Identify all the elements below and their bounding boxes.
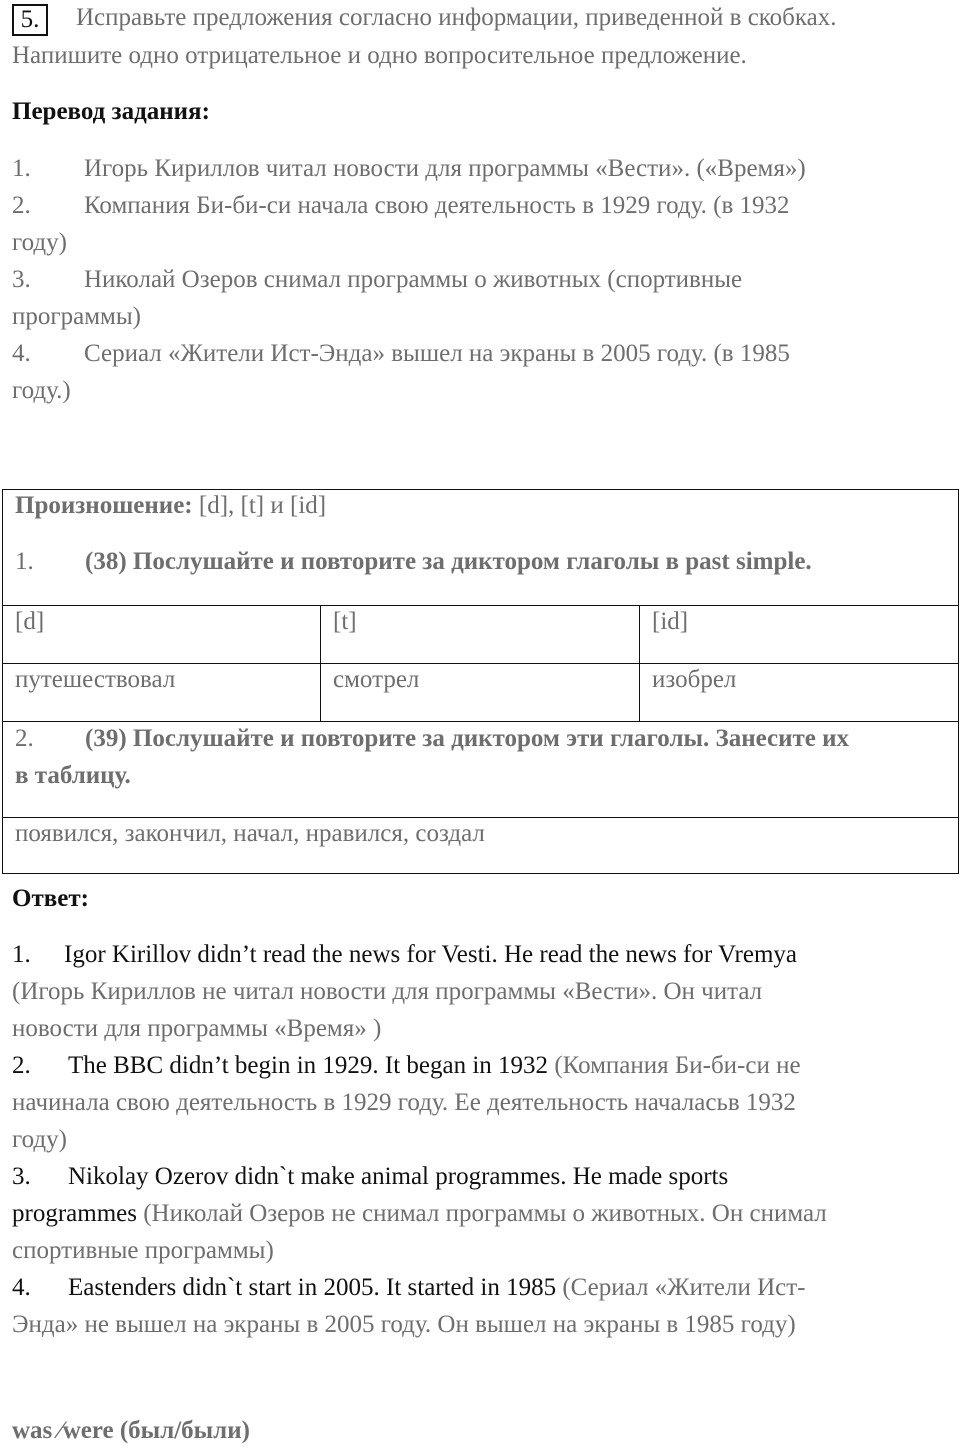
answer-item-1-translation: (Игорь Кириллов не читал новости для программы «Вести». Он читал (12, 978, 763, 1005)
answer-item-3-num: 3. (12, 1163, 31, 1190)
translation-item-1: Игорь Кириллов читал новости для программы «Вести». («Время») (84, 155, 806, 182)
column-header-t: [t] (321, 606, 640, 664)
answer-item-2-translation: (Компания Би-би-си не (548, 1052, 801, 1079)
pronunciation-table (2, 489, 959, 874)
exercise-2-num: 2. (15, 725, 34, 752)
pronunciation-header-cell (3, 490, 959, 606)
translation-item-2: Компания Би-би-си начала свою деятельность в 1929 году. (в 1932 (84, 192, 790, 219)
exercise-1-num: 1. (15, 548, 34, 575)
pronunciation-heading-sounds: [d], [t] и [id] (192, 492, 327, 519)
pronunciation-heading (15, 492, 326, 520)
answer-item-4-translation: (Сериал «Жители Ист- (556, 1274, 806, 1301)
translation-item-1-num: 1. (12, 155, 31, 182)
answer-item-1-translation-cont: новости для программы «Время» ) (12, 1015, 382, 1042)
table-cell: изобрел (640, 664, 959, 722)
translation-item-4: Сериал «Жители Ист-Энда» вышел на экраны в 2005 году. (в 1985 (84, 340, 790, 367)
table-cell: смотрел (321, 664, 640, 722)
translation-item-2-num: 2. (12, 192, 31, 219)
exercise-1-instruction: (38) Послушайте и повторите за диктором глаголы в past simple. (85, 548, 812, 575)
answer-item-1-num: 1. (12, 941, 31, 968)
task-instruction-line2: Напишите одно отрицательное и одно вопросительное предложение. (12, 42, 747, 69)
task-instruction: Исправьте предложения согласно информации, приведенной в скобках. (76, 4, 837, 31)
answer-item-3-translation-cont: спортивные программы) (12, 1237, 274, 1264)
exercise-2-instruction: (39) Послушайте и повторите за диктором эти глаголы. Занесите их (85, 725, 850, 752)
answer-item-4-num: 4. (12, 1274, 31, 1301)
translation-item-3-num: 3. (12, 266, 31, 293)
translation-item-3-cont: программы) (12, 303, 141, 330)
answer-item-2-translation-end: году) (12, 1126, 67, 1153)
answer-item-4-translation-cont: Энда» не вышел на экраны в 2005 году. Он вышел на экраны в 1985 году) (12, 1311, 796, 1338)
table-cell: путешествовал (3, 664, 321, 722)
exercise-2-cell (3, 722, 959, 818)
answer-item-3-english-cont: programmes (12, 1200, 137, 1227)
answer-item-3-line2 (12, 1200, 827, 1228)
pronunciation-heading-label: Произношение: (15, 492, 193, 519)
column-header-id: [id] (640, 606, 959, 664)
answer-item-4-english: Eastenders didn`t start in 2005. It started in 1985 (68, 1274, 557, 1301)
answer-item-4 (68, 1274, 806, 1302)
translation-item-4-cont: году.) (12, 377, 71, 404)
answer-item-2-translation-cont: начинала свою деятельность в 1929 году. Ее деятельность началасьв 1932 (12, 1089, 796, 1116)
section-heading-was-were: was ⁄were (был/были) (12, 1417, 250, 1444)
answer-item-3-english: Nikolay Ozerov didn`t make animal programmes. He made sports (68, 1163, 729, 1190)
answer-item-3-translation: (Николай Озеров не снимал программы о животных. Он снимал (136, 1200, 827, 1227)
answer-item-2 (68, 1052, 801, 1080)
answer-item-1-english: Igor Kirillov didn’t read the news for Vesti. He read the news for Vremya (64, 941, 798, 968)
answer-item-2-english: The BBC didn’t begin in 1929. It began in 1932 (68, 1052, 549, 1079)
answer-heading: Ответ: (12, 885, 89, 912)
translation-item-4-num: 4. (12, 340, 31, 367)
answer-item-2-num: 2. (12, 1052, 31, 1079)
translation-item-2-cont: году) (12, 229, 67, 256)
word-list-cell: появился, закончил, начал, нравился, создал (3, 818, 959, 874)
task-number-box: 5. (12, 4, 48, 36)
translation-item-3: Николай Озеров снимал программы о животных (спортивные (84, 266, 743, 293)
column-header-d: [d] (3, 606, 321, 664)
exercise-2-instruction-cont: в таблицу. (15, 762, 131, 789)
translation-heading: Перевод задания: (12, 98, 210, 125)
